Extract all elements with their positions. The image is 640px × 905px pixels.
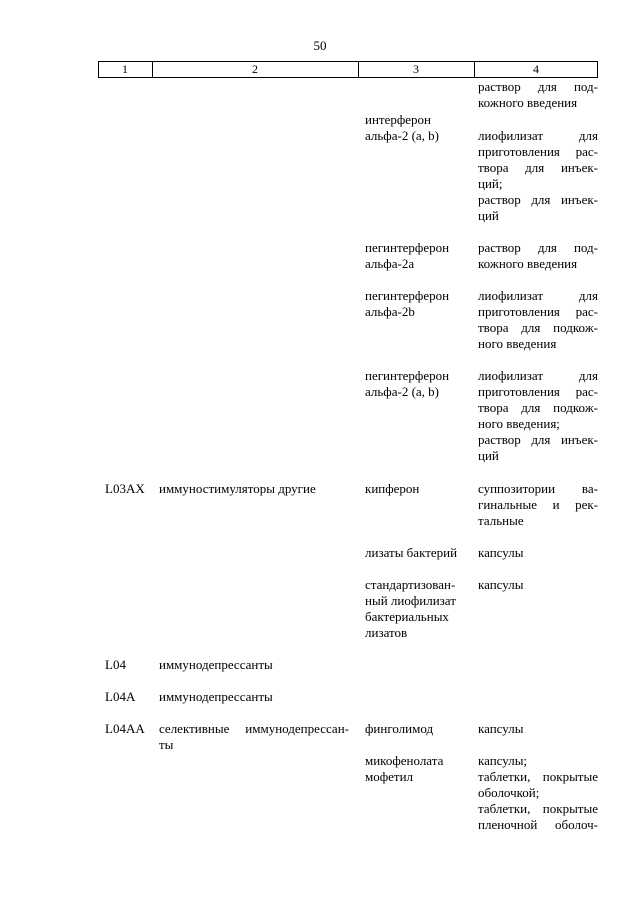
dosage-form-cell: капсулы [478,545,524,560]
dosage-form-cell: лиофилизат для приготовления рас- твора для инъек- ций; раствор для инъек- ций [478,128,598,223]
drug-name-cell: стандартизован- ный лиофилизат бактериальных лизатов [365,577,456,640]
dosage-form-cell: капсулы; таблетки, покрытые оболочкой; таблетки, покрытые пленочной оболоч- [478,753,598,832]
dosage-form-cell: лиофилизат для приготовления рас- твора для подкож- ного введения; раствор для инъек- ций [478,368,598,463]
drug-name-cell: пегинтерферон альфа-2 (a, b) [365,368,450,399]
header-col-3: 3 [413,62,419,76]
dosage-form-cell: капсулы [478,577,524,592]
group-name-cell: иммуностимуляторы другие [159,481,316,496]
drug-name-cell: пегинтерферон альфа-2b [365,288,450,319]
dosage-form-cell: раствор для под- кожного введения [478,240,598,271]
dosage-form-cell: лиофилизат для приготовления рас- твора для подкож- ного введения [478,288,598,351]
drug-name-cell: пегинтерферон альфа-2a [365,240,450,271]
header-col-2: 2 [252,62,258,76]
atc-code-cell: L04 [105,657,126,672]
dosage-form-cell: капсулы [478,721,524,736]
header-divider [597,62,598,77]
atc-code-cell: L04AA [105,721,145,736]
group-name-cell: иммунодепрессанты [159,657,273,672]
drug-name-cell: интерферон альфа-2 (a, b) [365,112,440,143]
dosage-form-cell: суппозитории ва- гинальные и рек- тальные [478,481,598,528]
atc-code-cell: L04A [105,689,136,704]
drug-name-cell: лизаты бактерий [365,545,458,560]
dosage-form-cell: раствор для под- кожного введения [478,79,598,110]
page-number: 50 [313,38,327,53]
table-header [98,61,598,78]
drug-name-cell: кипферон [365,481,420,496]
group-name-cell: иммунодепрессанты [159,689,273,704]
atc-code-cell: L03AX [105,481,145,496]
header-col-1: 1 [122,62,128,76]
drug-name-cell: финголимод [365,721,434,736]
header-col-4: 4 [533,62,539,76]
group-name-cell: селективные иммунодепрессан- ты [159,721,349,752]
drug-name-cell: микофенолата мофетил [365,753,444,784]
